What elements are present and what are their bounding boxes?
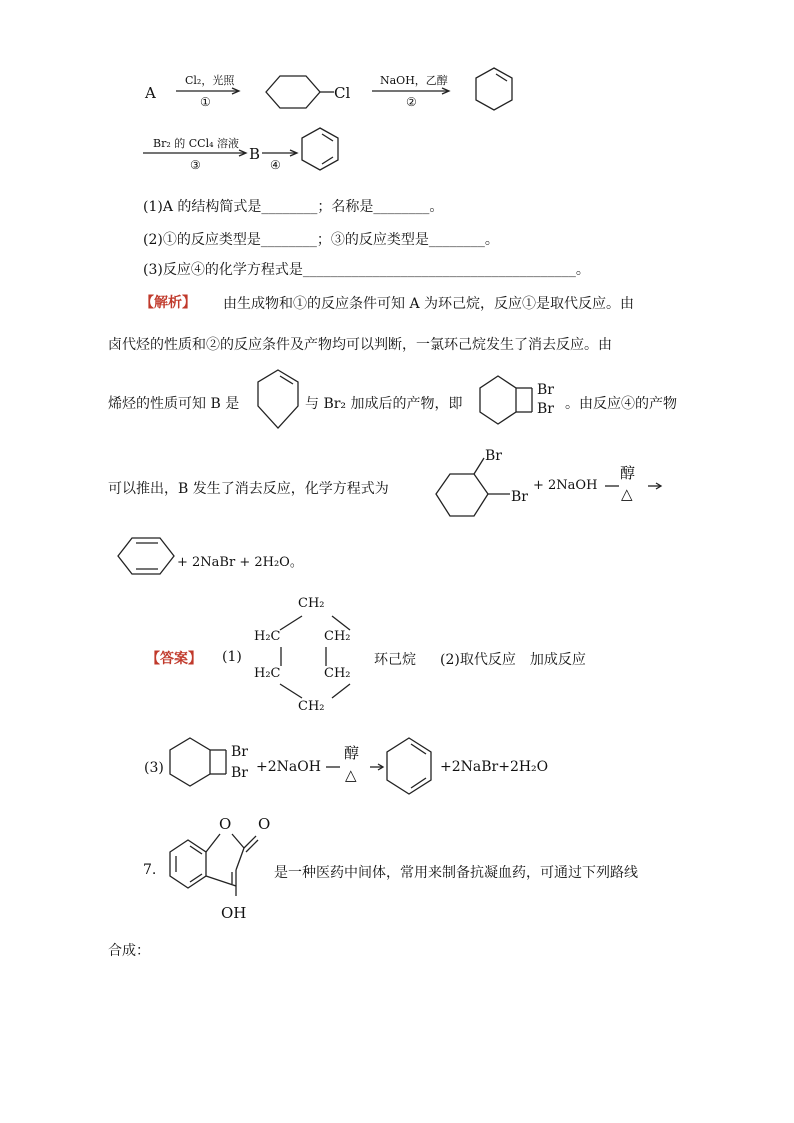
answer-reagents: +2NaOH xyxy=(256,759,321,775)
step2-number: ② xyxy=(406,95,417,109)
step1-reagent: Cl₂，光照 xyxy=(185,74,235,87)
ch2-upper-right: CH₂ xyxy=(324,629,351,644)
equation-arrow xyxy=(648,482,668,492)
answer-reaction-types: (2)取代反应 加成反应 xyxy=(440,652,586,668)
intermediate-b-label: B xyxy=(249,145,261,163)
br-label-upper: Br xyxy=(537,382,554,398)
ch2-bottom: CH₂ xyxy=(298,699,325,714)
analysis-line-3a: 烯烃的性质可知 B 是 xyxy=(108,396,240,412)
step4-number: ④ xyxy=(270,158,281,172)
answer-dibromo-structure xyxy=(170,734,240,804)
question-7-text: 是一种医药中间体，常用来制备抗凝血药，可通过下列路线 xyxy=(274,865,638,881)
answer-cyclohexadiene-structure xyxy=(385,734,445,804)
answer-dash xyxy=(326,763,346,773)
analysis-tag: 【解析】 xyxy=(140,295,196,311)
ring-oxygen-label: O xyxy=(219,815,232,833)
step4-arrow xyxy=(262,149,302,159)
cyclohexadiene-structure xyxy=(300,124,350,184)
step3-reagent: Br₂ 的 CCl₄ 溶液 xyxy=(153,137,240,150)
h2c-lower-left: H₂C xyxy=(254,666,281,681)
step3-number: ③ xyxy=(190,158,201,172)
equation-reagents: + 2NaOH xyxy=(533,478,598,493)
analysis-line-3c: 。由反应④的产物 xyxy=(565,396,677,412)
h2c-upper-left: H₂C xyxy=(254,629,281,644)
ch2-lower-right: CH₂ xyxy=(324,666,351,681)
catalyst-alcohol: 醇 xyxy=(620,464,636,482)
step1-number: ① xyxy=(200,95,211,109)
br-label-top: Br xyxy=(485,448,502,464)
cyclohexadiene-product-structure xyxy=(112,532,182,582)
step1-arrow xyxy=(176,87,246,97)
analysis-line-4a: 可以推出，B 发生了消去反应，化学方程式为 xyxy=(108,481,389,497)
answer-br-lower: Br xyxy=(231,765,248,781)
chloro-label: Cl xyxy=(334,84,351,102)
cyclohexene-structure xyxy=(474,64,524,124)
question-3: (3)反应④的化学方程式是_______________________________________。 xyxy=(143,262,590,278)
hydroxyl-label: OH xyxy=(221,904,247,922)
step2-reagent: NaOH，乙醇 xyxy=(380,74,448,87)
analysis-line-1: 由生成物和①的反应条件可知 A 为环己烷，反应①是取代反应。由 xyxy=(223,296,635,312)
answer-catalyst-alcohol: 醇 xyxy=(344,744,360,762)
answer-catalyst-heat: △ xyxy=(345,766,357,784)
answer-part-1: (1) xyxy=(222,649,242,665)
question-7-text-continued: 合成： xyxy=(108,943,150,959)
catalyst-heat: △ xyxy=(621,485,633,503)
br-label-lower: Br xyxy=(537,401,554,417)
answer-br-upper: Br xyxy=(231,744,248,760)
question-7-number: 7. xyxy=(143,862,157,878)
cyclohexene-inline-structure xyxy=(258,366,308,436)
answer-part-3: (3) xyxy=(144,760,164,776)
analysis-line-2: 卤代烃的性质和②的反应条件及产物均可以判断，一氯环己烷发生了消去反应。由 xyxy=(108,337,612,353)
question-2: (2)①的反应类型是________；③的反应类型是________。 xyxy=(143,232,499,248)
answer-products: +2NaBr+2H₂O xyxy=(440,759,549,775)
start-compound-label: A xyxy=(145,84,156,102)
carbonyl-oxygen-label: O xyxy=(258,815,271,833)
ch2-top: CH₂ xyxy=(298,596,325,611)
answer-name: 环己烷 xyxy=(374,652,416,668)
answer-tag: 【答案】 xyxy=(146,651,202,667)
question-1: (1)A 的结构简式是________；名称是________。 xyxy=(143,199,444,215)
hydroxycoumarin-structure xyxy=(166,820,276,910)
analysis-line-3b: 与 Br₂ 加成后的产物，即 xyxy=(305,396,463,412)
equation-products: + 2NaBr + 2H₂O。 xyxy=(177,555,303,570)
br-label-right: Br xyxy=(511,489,528,505)
